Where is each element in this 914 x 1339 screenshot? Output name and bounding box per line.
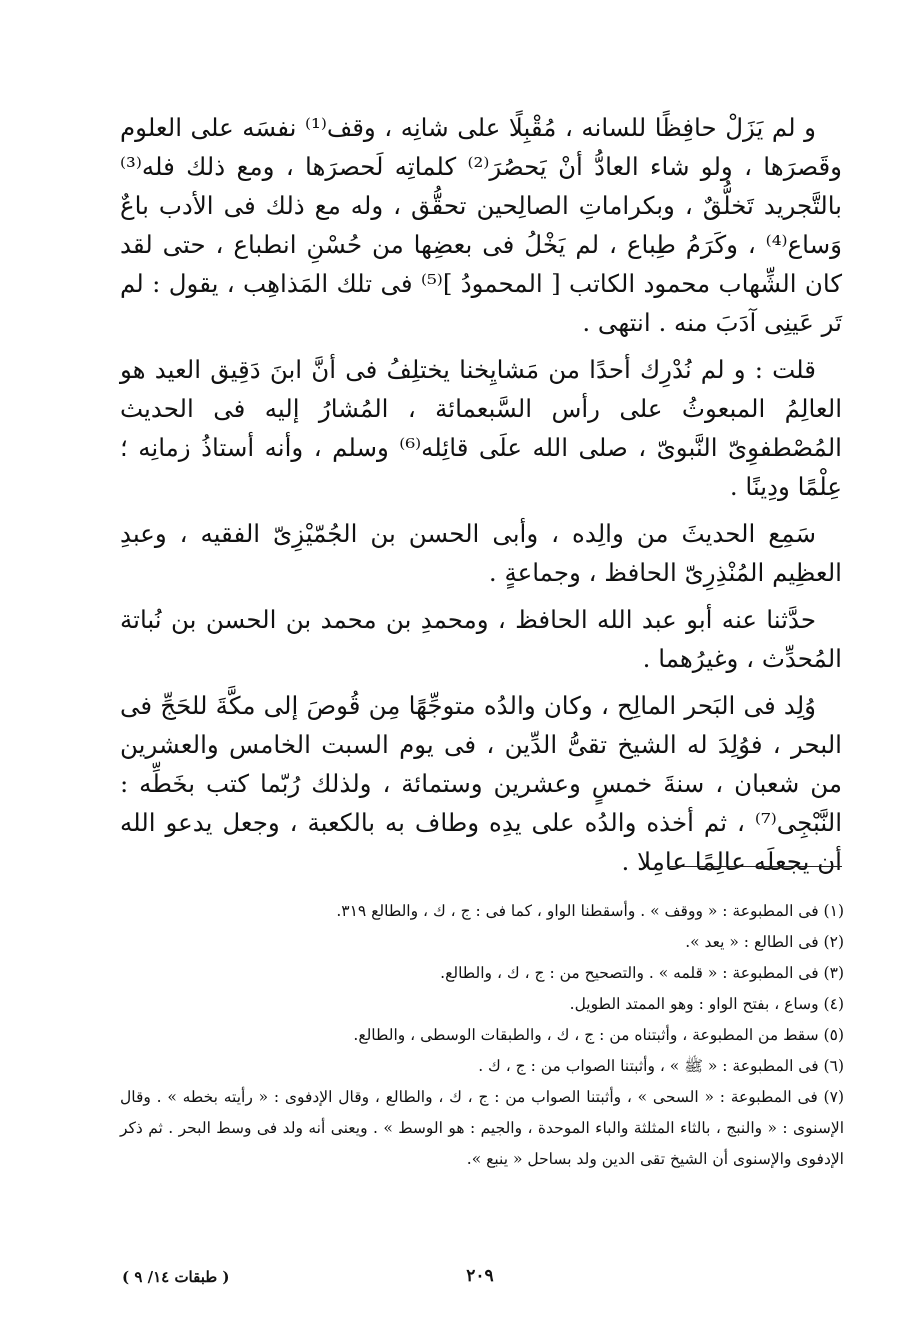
- paragraph-1: و لم يَزَلْ حافِظًا للسانه ، مُقْبِلًا على شانِه ، وقف⁽¹⁾ نفسَه على العلوم وقَصرَها ، ولو شاء العادُّ أنْ يَحصُرَ⁽²⁾ كلماتِه لَحصرَها ، ومع ذلك فله⁽³⁾ بالتَّجريد تَخلُّقٌ ، وبكراماتِ الصالِحين تحقُّق ، وله مع ذلك فى الأدب باعٌ وَساع⁽⁴⁾ ، وكَرَمُ طِباع ، لم يَخْلُ فى بعضِها من حُسْنِ انطباع ، حتى لقد كان الشِّهاب محمود الكاتب [ المحمودُ ]⁽⁵⁾ فى تلك المَذاهِب ، يقول : لم تَر عَينِى آدَبَ منه . انتهى .: [120, 113, 842, 337]
- paragraph-3: سَمِع الحديثَ من والِده ، وأبى الحسن بن الجُمّيْزِىّ الفقيه ، وعبدِ العظِيم المُنْذِرِىّ الحافظ ، وجماعةٍ .: [120, 519, 842, 587]
- main-text-body: [120, 108, 842, 889]
- paragraph-4: حدَّثنا عنه أبو عبد الله الحافظ ، ومحمدِ بن محمد بن الحسن بن نُباتة المُحدِّث ، وغيرُهما .: [120, 605, 842, 673]
- footnote-1: (١) فى المطبوعة : « ووقف » . وأسقطنا الواو ، كما فى : ج ، ك ، والطالع ٣١٩.: [336, 902, 844, 920]
- paragraph-5: وُلِد فى البَحر المالِح ، وكان والدُه متوجِّهًا مِن قُوصَ إلى مكَّةَ للحَجِّ فى البحر ، فوُلِدَ له الشيخ تقىُّ الدِّين ، فى يوم السبت الخامس والعشرين من شعبان ، سنةَ خمسٍ وعشرين وستمائة ، ولذلك رُبّما كتب بخَطِّه : النَّبْجِى⁽⁷⁾ ، ثم أخذه والدُه على يدِه وطاف به بالكعبة ، وجعل يدعو الله أن يجعلَه عالِمًا عامِلا .: [120, 691, 842, 876]
- footnote-divider: [670, 866, 842, 867]
- paragraph-2: قلت : و لم نُدْرِك أحدًا من مَشايِخنا يختلِفُ فى أنَّ ابنَ دَقِيق العيد هو العالِمُ المبعوثُ على رأس السَّبعمائة ، المُشارُ إليه فى الحديث المُصْطفوِىّ النَّبوىّ ، صلى الله علَى قائِله⁽⁶⁾ وسلم ، وأنه أستاذُ زمانِه ؛ عِلْمًا ودِينًا .: [120, 355, 842, 501]
- footnote-3: (٣) فى المطبوعة : « قلمه » . والتصحيح من : ج ، ك ، والطالع.: [440, 964, 844, 982]
- footnotes-section: [120, 896, 844, 1175]
- volume-signature: ( طبقات ١٤/ ٩ ): [122, 1268, 230, 1286]
- footnote-7: (٧) فى المطبوعة : « السحى » ، وأثبتنا الصواب من : ج ، ك ، والطالع ، وقال الإدفوى : « رأيته بخطه » . وقال الإسنوى : « والنبج ، بالثاء المثلثة والباء الموحدة ، والجيم : هو الوسط » . ويعنى أنه ولد فى وسط البحر . ثم ذكر الإدفوى والإسنوى أن الشيخ تقى الدين ولد بساحل « ينبع ».: [120, 1088, 844, 1168]
- page-number: ٢٠٩: [466, 1266, 494, 1286]
- footnote-6: (٦) فى المطبوعة : « ﷺ » ، وأثبتنا الصواب من : ج ، ك .: [478, 1057, 844, 1075]
- footnote-4: (٤) وساع ، بفتح الواو : وهو الممتد الطويل.: [569, 995, 844, 1013]
- footnote-5: (٥) سقط من المطبوعة ، وأثبتناه من : ج ، ك ، والطبقات الوسطى ، والطالع.: [353, 1026, 844, 1044]
- footnote-2: (٢) فى الطالع : « يعد ».: [685, 933, 844, 951]
